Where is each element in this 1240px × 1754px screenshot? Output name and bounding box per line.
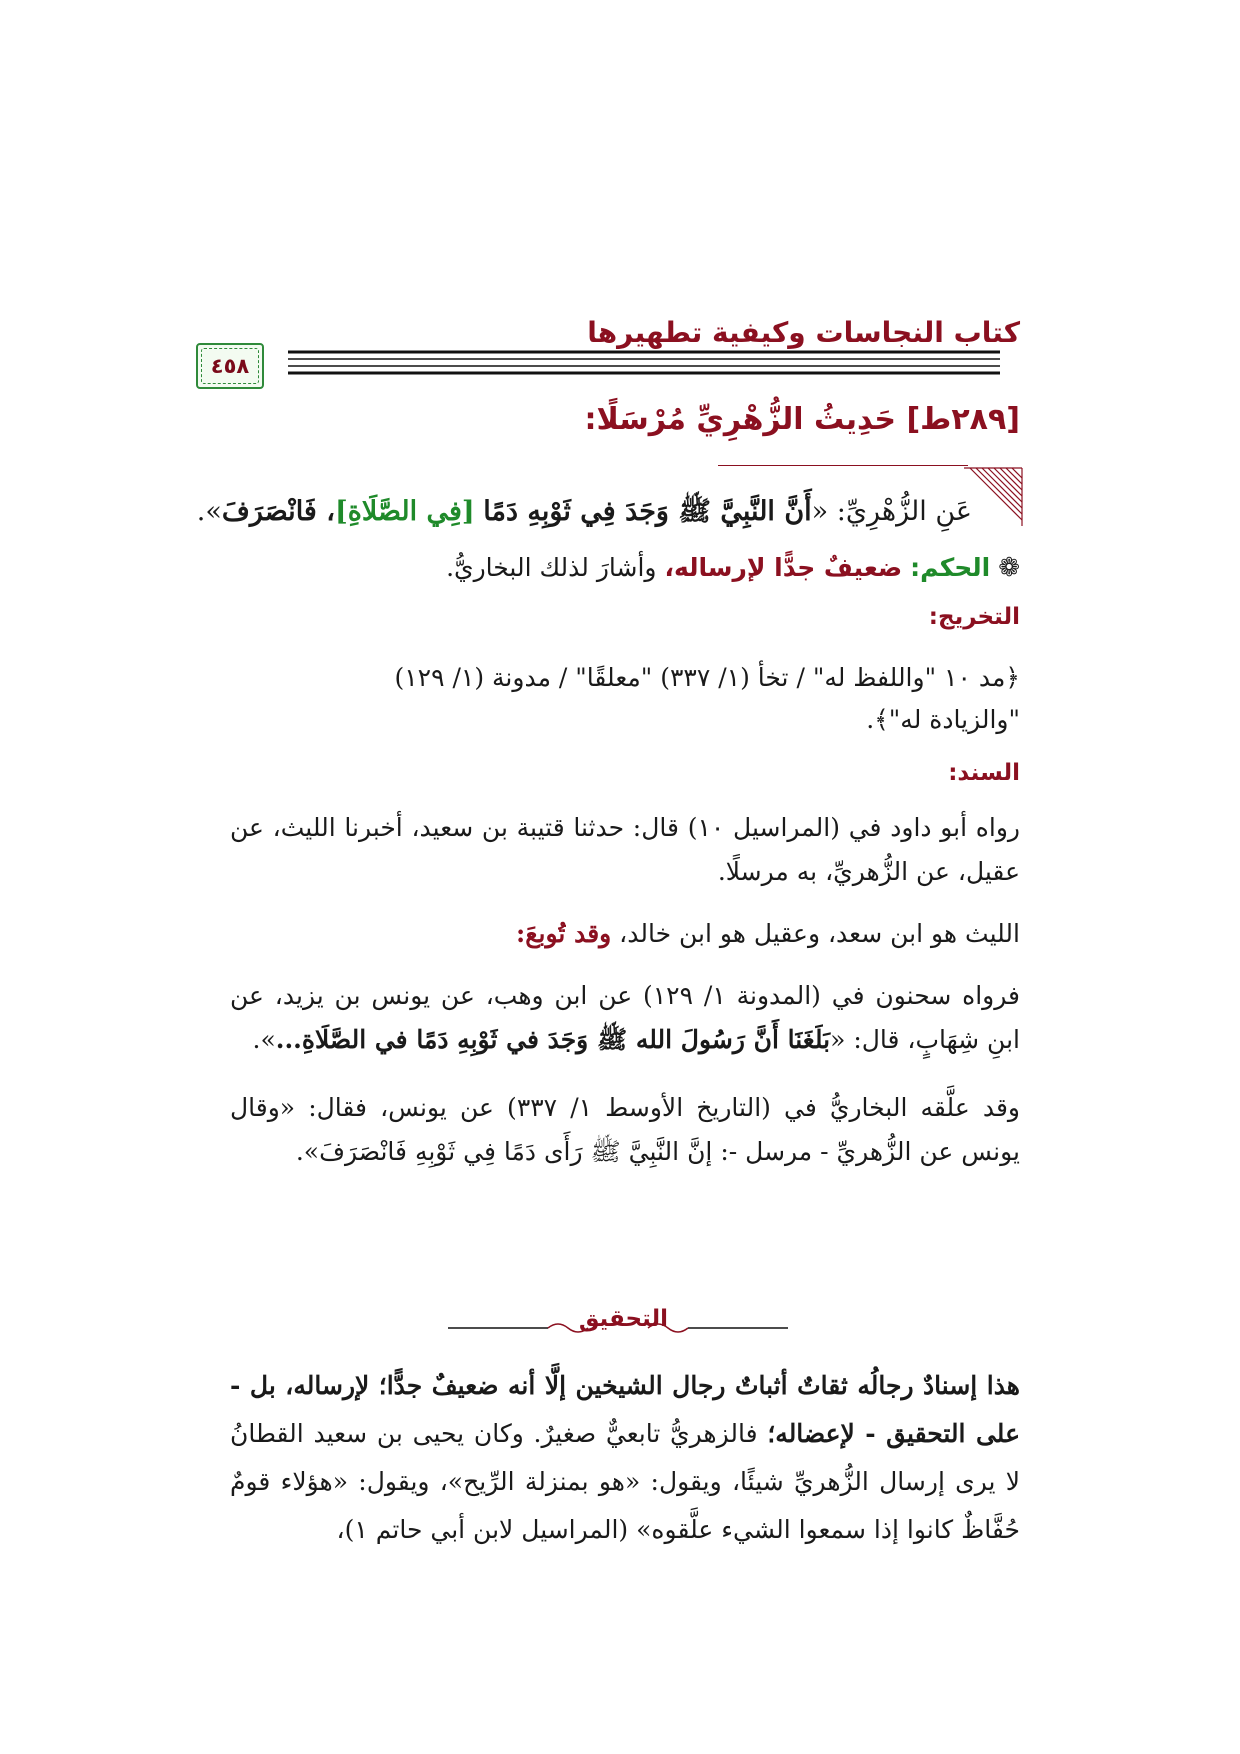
- ruling-rest: وأشارَ لذلك البخاريُّ.: [446, 553, 657, 582]
- tahqiq-divider: [448, 1306, 788, 1336]
- book-title: كتاب النجاسات وكيفية تطهيرها: [587, 316, 1020, 349]
- hadith-text: [196, 490, 972, 534]
- sanad-paragraph-2: [230, 912, 1020, 956]
- hadith-rule: [718, 465, 968, 466]
- takhrij-line-2: "والزيادة له"﴾.: [866, 705, 1020, 734]
- sanad-heading: السند:: [948, 760, 1020, 786]
- tahqiq-heading: التحقيق: [578, 1306, 668, 1332]
- ruling-value: ضعيفٌ جدًّا لإرساله،: [664, 553, 903, 582]
- hadith-suffix: ».: [196, 496, 222, 527]
- hadith-addition: [فِي الصَّلَاةِ]: [334, 496, 475, 527]
- sanad-paragraph-1: رواه أبو داود في (المراسيل ١٠) قال: حدثنا قتيبة بن سعيد، أخبرنا الليث، عن عقيل، عن الزُّهريِّ، به مرسلًا.: [230, 813, 1020, 886]
- tahqiq-paragraph: [230, 1362, 1020, 1554]
- hadith-prefix: عَنِ الزُّهْرِيِّ: «: [811, 496, 972, 527]
- sanad-p3-end: ».: [252, 1025, 276, 1054]
- header-rules: [210, 344, 1000, 384]
- hadith-heading: [584, 402, 1020, 437]
- takhrij-heading: التخريج:: [928, 604, 1020, 630]
- sanad-p3-text: فرواه سحنون في (المدونة ١/ ١٢٩) عن ابن وهب، عن يونس بن يزيد، عن ابنِ شِهَابٍ، قال: «: [230, 981, 1020, 1054]
- sanad-p2-bold: وقد تُوبعَ:: [516, 919, 612, 948]
- ruling-line: [210, 548, 1020, 588]
- flower-icon: ❁: [998, 553, 1020, 583]
- hadith-end: ، فَانْصَرَفَ: [221, 496, 335, 527]
- hadith-number: [٢٨٩ط]: [906, 402, 1020, 437]
- sanad-paragraph-4: وقد علَّقه البخاريُّ في (التاريخ الأوسط ١/ ٣٣٧) عن يونس، فقال: «وقال يونس عن الزُّهريِّ - مرسل -: إنَّ النَّبِيَّ ﷺ رَأَى دَمًا فِي ثَوْبِهِ فَانْصَرَفَ».: [230, 1093, 1020, 1166]
- page-number-badge: [196, 343, 264, 389]
- takhrij-line-1: ﴿مد ١٠ "واللفظ له" / تخأ (١/ ٣٣٧) "معلقًا" / مدونة (١/ ١٢٩): [394, 663, 1020, 692]
- sanad-p3-bold: بَلَغَنَا أَنَّ رَسُولَ الله ﷺ وَجَدَ في ثَوْبِهِ دَمًا في الصَّلَاةِ...: [275, 1025, 831, 1054]
- hadith-title: حَدِيثُ الزُّهْرِيِّ مُرْسَلًا:: [584, 402, 897, 437]
- tahqiq-text: فالزهريُّ تابعيٌّ صغيرٌ. وكان يحيى بن سعيد القطانُ لا يرى إرسال الزُّهريِّ شيئًا، ويقول: «هو بمنزلة الرِّيح»، ويقول: «هؤلاء قومٌ حُفَّاظٌ كانوا إذا سمعوا الشيء علَّقوه» (المراسيل لابن أبي حاتم ١)،: [230, 1419, 1021, 1544]
- ruling-label: الحكم:: [910, 553, 991, 582]
- hadith-main: أَنَّ النَّبِيَّ ﷺ وَجَدَ فِي ثَوْبِهِ دَمًا: [483, 496, 812, 527]
- sanad-p2-text: الليث هو ابن سعد، وعقيل هو ابن خالد،: [619, 919, 1020, 948]
- page-number: ٤٥٨: [210, 354, 250, 378]
- page: [196, 0, 1021, 1754]
- tahqiq-bold: هذا إسنادٌ رجالُه ثقاتٌ أثباتٌ رجال الشيخين إلَّا أنه ضعيفٌ جدًّا؛ لإرساله، بل - على التحقيق - لإعضاله؛: [230, 1371, 1020, 1448]
- sanad-paragraph-3: [230, 974, 1020, 1062]
